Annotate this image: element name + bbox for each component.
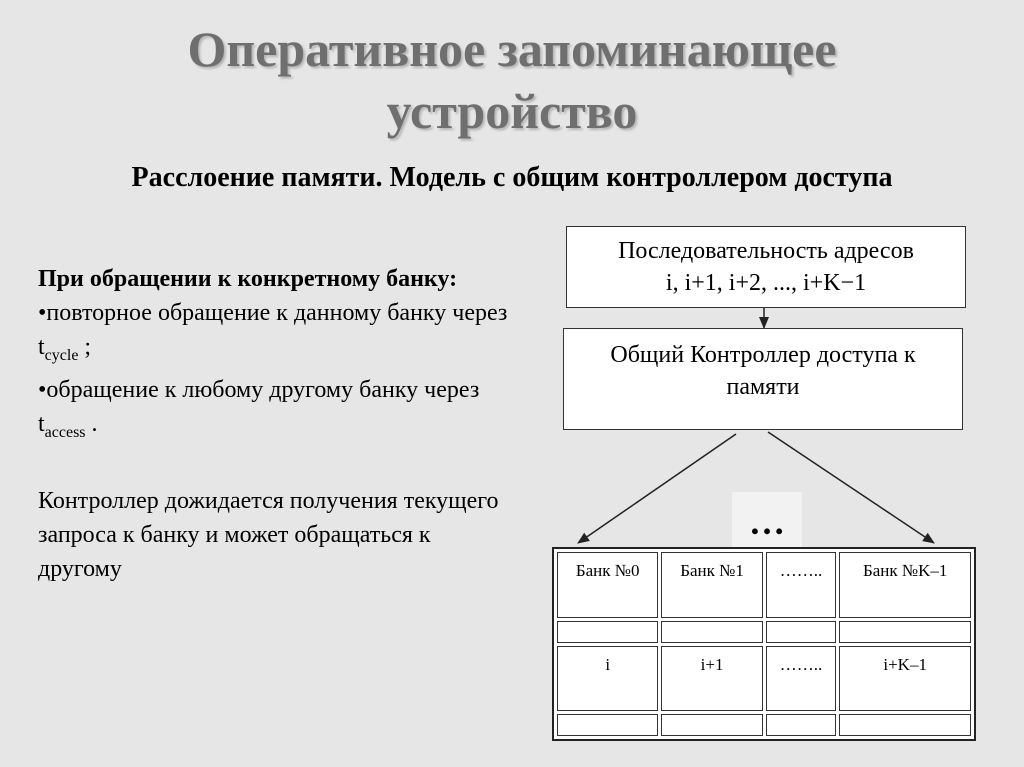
address-sequence-box [566, 226, 966, 308]
bank-header-cell: …….. [766, 552, 837, 618]
ellipsis-marker: … [732, 492, 802, 552]
bank-header-cell: Банк №K–1 [839, 552, 971, 618]
empty-cell [661, 714, 762, 736]
address-sequence-values: i, i+1, i+2, ..., i+K−1 [665, 270, 867, 296]
bank-address-cell: i [557, 646, 658, 712]
bank-header-row [557, 552, 971, 618]
left-heading: При обращении к конкретному банку: [38, 266, 458, 292]
bank-table [552, 547, 976, 741]
empty-cell [839, 714, 971, 736]
bullet-cycle-sub: cycle [44, 346, 79, 364]
bullet-access-end: . [85, 410, 98, 437]
empty-cell [661, 621, 762, 643]
controller-line-2: памяти [726, 374, 800, 400]
bullet-access-text: •обращение к любому другому банку через t [38, 376, 480, 437]
empty-cell [839, 621, 971, 643]
bank-header-cell: Банк №0 [557, 552, 658, 618]
bank-address-cell: …….. [766, 646, 837, 712]
arrow-controller-to-bank0 [578, 434, 736, 543]
bullet-cycle-text: •повторное обращение к данному банку через t [38, 300, 508, 360]
table-row [557, 714, 971, 736]
controller-paragraph: Контроллер дожидается получения текущего запроса к банку и может обращаться к другому [38, 487, 499, 582]
empty-cell [557, 621, 658, 643]
empty-cell [557, 714, 658, 736]
empty-cell [766, 621, 837, 643]
title-line-2: устройство [386, 83, 638, 139]
slide-subtitle: Расслоение памяти. Модель с общим контроллером доступа [131, 162, 893, 193]
table-row [557, 621, 971, 643]
bank-address-cell: i+K–1 [839, 646, 971, 712]
memory-controller-box [563, 328, 963, 430]
controller-line-1: Общий Контроллер доступа к [610, 342, 916, 368]
bank-header-cell: Банк №1 [661, 552, 762, 618]
address-sequence-title: Последовательность адресов [618, 238, 914, 264]
bullet-cycle-end: ; [78, 334, 92, 360]
bullet-access-sub: access [44, 423, 86, 441]
bank-address-cell: i+1 [661, 646, 762, 712]
empty-cell [766, 714, 837, 736]
bank-address-row [557, 646, 971, 712]
title-line-1: Оперативное запоминающее [187, 21, 837, 77]
